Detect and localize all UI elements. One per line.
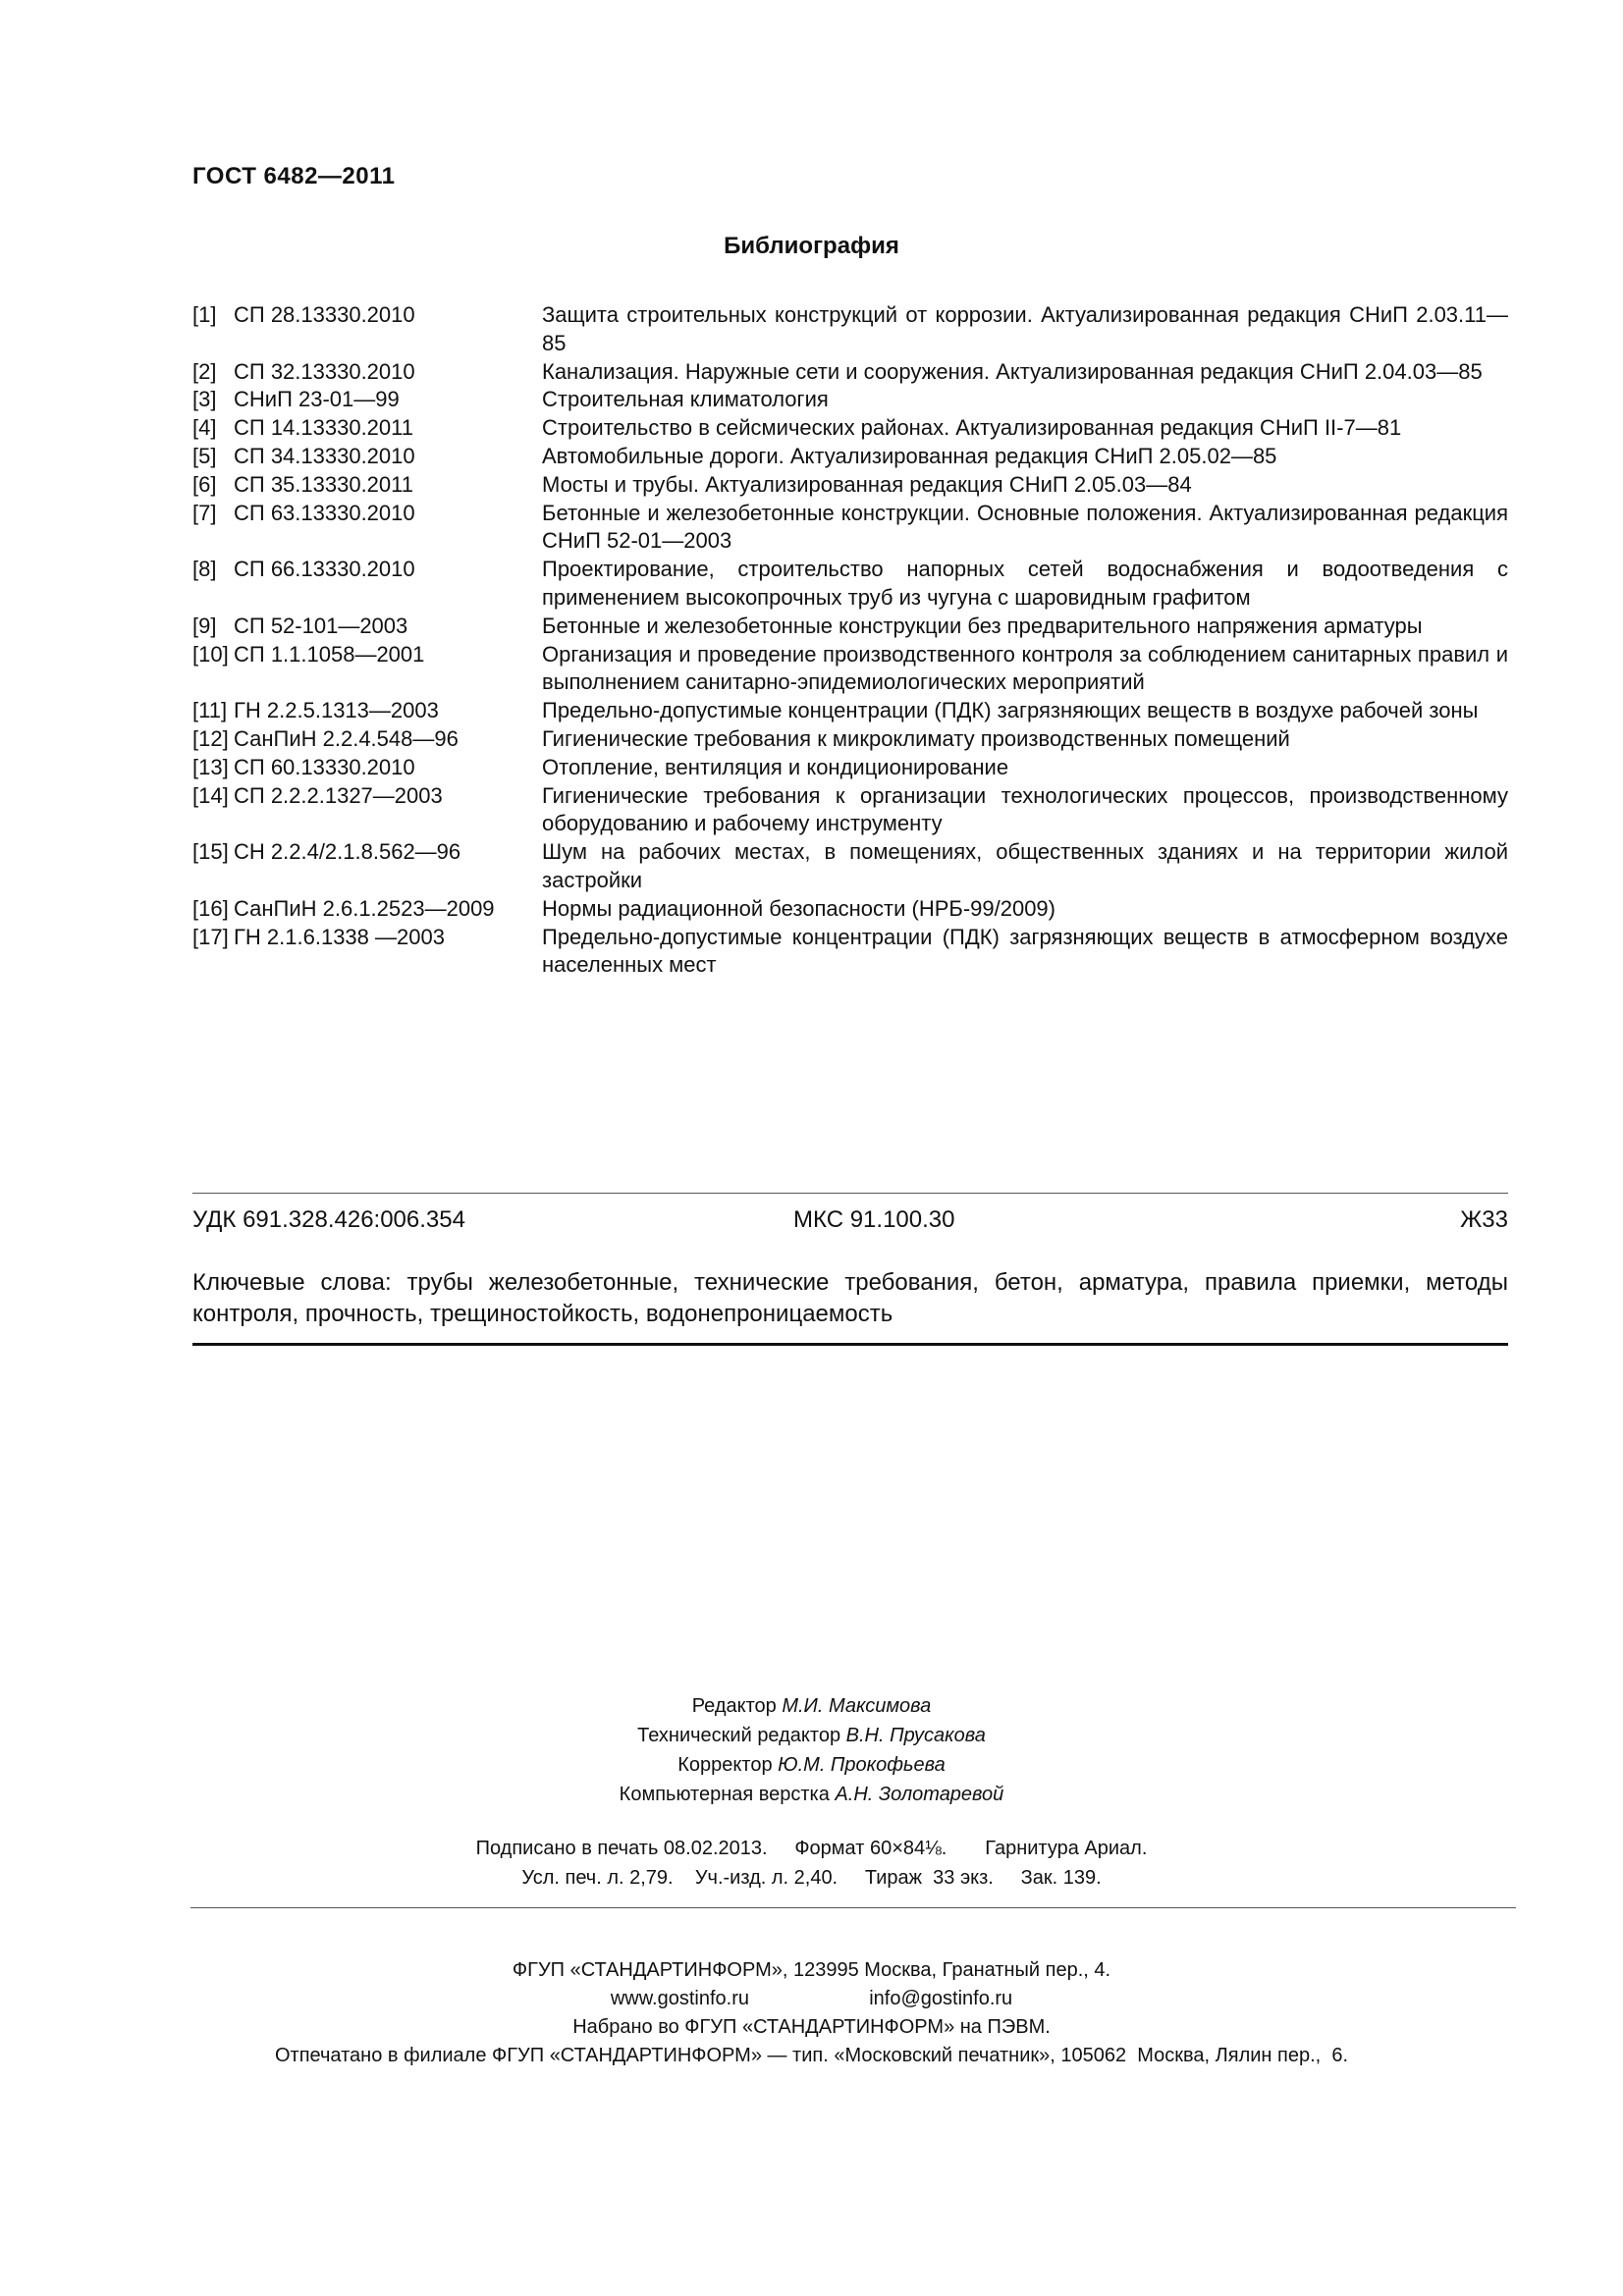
credit-role: Технический редактор (637, 1725, 841, 1746)
bibliography-code: СН 2.2.4/2.1.8.562—96 (234, 839, 461, 865)
bibliography-entry (192, 500, 1508, 557)
bibliography-description: Гигиенические требования к организации технологических процессов, производственному оборудованию и рабочему инструменту (542, 782, 1508, 836)
imprint-divider (190, 1907, 1516, 1908)
bibliography-number: [3] (192, 387, 217, 412)
bibliography-entry (192, 641, 1508, 698)
publisher-address: ФГУП «СТАНДАРТИНФОРМ», 123995 Москва, Гранатный пер., 4. (512, 1959, 1111, 1981)
bibliography-entry (192, 443, 1508, 471)
bibliography-number: [7] (192, 500, 217, 525)
bibliography-ref (192, 358, 542, 387)
keywords: Ключевые слова: трубы железобетонные, технические требования, бетон, арматура, правила приемки, методы контроля, прочность, трещиностойкость, водонепроницаемость (192, 1269, 1508, 1327)
bibliography-number: [10] (192, 641, 229, 667)
bibliography-number: [1] (192, 302, 217, 327)
bibliography-description: Нормы радиационной безопасности (НРБ-99/2009) (542, 895, 1055, 921)
mks-code: МКС 91.100.30 (793, 1206, 955, 1233)
bibliography-description: Организация и проведение производственного контроля за соблюдением санитарных правил и выполнением санитарно-эпидемиологических мероприятий (542, 641, 1508, 695)
bibliography-ref (192, 641, 542, 698)
publisher-web: www.gostinfo.ru info@gostinfo.ru (610, 1988, 1013, 2009)
credit-line (0, 1750, 1623, 1780)
bibliography-entry (192, 471, 1508, 500)
bibliography-description: Проектирование, строительство напорных сетей водоснабжения и водоотведения с применением высокопрочных труб из чугуна с шаровидным графитом (542, 557, 1508, 610)
bibliography-ref (192, 613, 542, 641)
credit-line (0, 1691, 1623, 1721)
bibliography-entry (192, 556, 1508, 613)
bibliography-code: ГН 2.2.5.1313—2003 (234, 698, 439, 723)
print-info-line-1: Подписано в печать 08.02.2013. Формат 60×84⅛. Гарнитура Ариал. (475, 1838, 1148, 1859)
bibliography-description: Отопление, вентиляция и кондиционирование (542, 754, 1009, 779)
bibliography-description: Строительство в сейсмических районах. Актуализированная редакция СНиП II-7—81 (542, 415, 1402, 441)
bibliography-description: Гигиенические требования к микроклимату производственных помещений (542, 725, 1290, 751)
credit-name: М.И. Максимова (782, 1695, 932, 1717)
credit-role: Компьютерная верстка (619, 1784, 830, 1805)
bibliography-number: [17] (192, 924, 229, 949)
bibliography-code: СП 60.13330.2010 (234, 754, 415, 779)
bibliography-number: [11] (192, 698, 228, 723)
bibliography-number: [12] (192, 725, 229, 751)
bibliography-entry (192, 386, 1508, 414)
bibliography-ref (192, 500, 542, 557)
document-code: ГОСТ 6482—2011 (192, 163, 396, 189)
bibliography-description: Предельно-допустимые концентрации (ПДК) загрязняющих веществ в атмосферном воздухе населенных мест (542, 924, 1508, 978)
bibliography-code: СП 35.13330.2011 (234, 471, 413, 497)
udk-code: УДК 691.328.426:006.354 (192, 1206, 465, 1233)
publisher-info (0, 1956, 1623, 2070)
classification-row (192, 1206, 1508, 1234)
credit-line (0, 1721, 1623, 1750)
bibliography-entry (192, 838, 1508, 895)
print-info (0, 1834, 1623, 1893)
credit-name: Ю.М. Прокофьева (778, 1754, 946, 1776)
bibliography-code: СП 52-101—2003 (234, 613, 408, 638)
section-title: Библиография (724, 233, 899, 259)
group-code: Ж33 (1460, 1206, 1508, 1233)
bibliography-code: СП 28.13330.2010 (234, 302, 415, 327)
credit-role: Редактор (691, 1695, 777, 1717)
bibliography-number: [8] (192, 557, 217, 582)
top-divider (192, 1193, 1508, 1194)
bibliography-code: СП 34.13330.2010 (234, 443, 415, 468)
credit-name: В.Н. Прусакова (845, 1725, 986, 1746)
bibliography-ref (192, 895, 542, 924)
bibliography-entry (192, 697, 1508, 725)
bibliography-ref (192, 443, 542, 471)
bibliography-description: Шум на рабочих местах, в помещениях, общественных зданиях и на территории жилой застройки (542, 839, 1508, 892)
bibliography-code: СанПиН 2.2.4.548—96 (234, 725, 459, 751)
bibliography-code: СП 63.13330.2010 (234, 500, 415, 525)
bibliography-code: СП 2.2.2.1327—2003 (234, 782, 443, 808)
bibliography-number: [2] (192, 358, 217, 384)
bibliography-entry (192, 725, 1508, 754)
bibliography-code: СП 32.13330.2010 (234, 358, 415, 384)
bibliography-ref (192, 754, 542, 782)
bibliography-description: Бетонные и железобетонные конструкции без предварительного напряжения арматуры (542, 613, 1423, 638)
bibliography-code: СП 66.13330.2010 (234, 557, 415, 582)
bibliography-code: СП 1.1.1058—2001 (234, 641, 425, 667)
bibliography-ref (192, 697, 542, 725)
bibliography-entry (192, 754, 1508, 782)
credit-role: Корректор (677, 1754, 773, 1776)
credits (0, 1691, 1623, 1809)
bibliography-description: Канализация. Наружные сети и сооружения. Актуализированная редакция СНиП 2.04.03—85 (542, 358, 1483, 384)
bibliography-code: СНиП 23-01—99 (234, 387, 400, 412)
bibliography-entry (192, 301, 1508, 358)
bibliography-entry (192, 613, 1508, 641)
bibliography-ref (192, 301, 542, 358)
bibliography-entry (192, 895, 1508, 924)
bibliography-ref (192, 838, 542, 895)
bibliography-description: Мосты и трубы. Актуализированная редакция СНиП 2.05.03—84 (542, 471, 1192, 497)
bibliography-description: Бетонные и железобетонные конструкции. Основные положения. Актуализированная редакция СНиП 52-01—2003 (542, 500, 1508, 554)
credit-name: А.Н. Золотаревой (835, 1784, 1004, 1805)
bibliography-description: Предельно-допустимые концентрации (ПДК) загрязняющих веществ в воздухе рабочей зоны (542, 698, 1479, 723)
bibliography-ref (192, 725, 542, 754)
bibliography-ref (192, 924, 542, 981)
bibliography-list (192, 301, 1508, 980)
bibliography-ref (192, 556, 542, 613)
bibliography-number: [13] (192, 754, 229, 779)
bibliography-number: [6] (192, 471, 217, 497)
bibliography-number: [14] (192, 782, 229, 808)
bibliography-description: Автомобильные дороги. Актуализированная редакция СНиП 2.05.02—85 (542, 443, 1277, 468)
bibliography-description: Строительная климатология (542, 387, 829, 412)
bibliography-number: [5] (192, 443, 217, 468)
bibliography-number: [9] (192, 613, 217, 638)
bibliography-code: СП 14.13330.2011 (234, 415, 413, 441)
bibliography-ref (192, 386, 542, 414)
bibliography-entry (192, 414, 1508, 443)
bibliography-ref (192, 782, 542, 839)
bibliography-entry (192, 924, 1508, 981)
typeset-info: Набрано во ФГУП «СТАНДАРТИНФОРМ» на ПЭВМ. (572, 2016, 1051, 2038)
bibliography-entry (192, 358, 1508, 387)
bibliography-code: СанПиН 2.6.1.2523—2009 (234, 895, 495, 921)
printing-info: Отпечатано в филиале ФГУП «СТАНДАРТИНФОРМ» — тип. «Московский печатник», 105062 Москва, Лялин пер., 6. (275, 2045, 1348, 2066)
bibliography-entry (192, 782, 1508, 839)
bibliography-ref (192, 414, 542, 443)
bibliography-number: [16] (192, 895, 229, 921)
credit-line (0, 1780, 1623, 1809)
bibliography-ref (192, 471, 542, 500)
print-info-line-2: Усл. печ. л. 2,79. Уч.-изд. л. 2,40. Тираж 33 экз. Зак. 139. (521, 1867, 1102, 1889)
bibliography-code: ГН 2.1.6.1338 —2003 (234, 924, 445, 949)
bibliography-number: [15] (192, 839, 229, 865)
bottom-divider (192, 1343, 1508, 1346)
bibliography-description: Защита строительных конструкций от коррозии. Актуализированная редакция СНиП 2.03.11—85 (542, 302, 1508, 355)
bibliography-number: [4] (192, 415, 217, 441)
